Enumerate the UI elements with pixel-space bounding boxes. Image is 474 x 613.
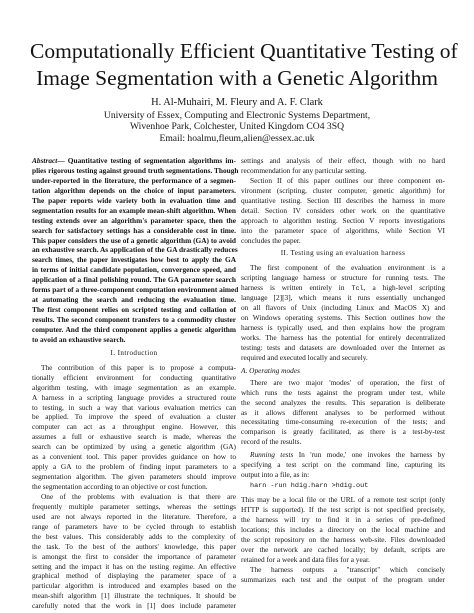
body-line: A harness in a scripting language provides a structured route <box>32 392 236 402</box>
running-tests-paragraph <box>241 450 445 480</box>
intro-paragraph-1 <box>32 363 236 492</box>
body-line: algorithm testing, with image segmentation as an example. <box>32 382 236 392</box>
body-line: mean-shift algorithm [1] illustrate the techniques. It should be <box>32 591 236 601</box>
left-column <box>32 156 239 611</box>
body-line: Section II of this paper outlines our three component en- <box>250 175 445 185</box>
body-line: comparison is greatly facilitated, as there is a test-by-test <box>241 427 445 437</box>
intro-paragraph-2-continued <box>241 156 445 176</box>
body-line: record of the results. <box>241 437 302 447</box>
body-line: carefully noted that the work in [1] does include parameter <box>32 601 236 611</box>
tcl-inline-code: Tcl <box>351 285 364 294</box>
body-line: particular algorithm is introduced and examples based on the <box>32 581 236 591</box>
paper-title-line-1: Computationally Efficient Quantitative Testing of <box>30 39 458 63</box>
intro-paragraph-2 <box>32 492 236 611</box>
body-line: One of the problems with evaluation is that there are <box>41 491 236 501</box>
remote-script-paragraph <box>241 495 445 565</box>
body-line: the best values. This considerably adds to the complexity of <box>32 531 236 541</box>
body-line: output into a file, as in: <box>241 470 310 480</box>
body-line: to testing, in such a way that various evaluation metrics can <box>32 402 236 412</box>
body-line: setting and the impact it has on the testing regime. An effective <box>32 561 236 571</box>
body-line: assumes a full or exhaustive search is made, whereas the <box>32 432 236 442</box>
abstract-line: results. The second component transfers to a commodity cluster <box>32 315 236 324</box>
body-line: There are two major 'modes' of operation, the first of <box>250 377 445 387</box>
body-line: tionally efficient environment for conducting quantitative <box>32 372 236 382</box>
body-line: This may be a local file or the URL of a remote test script (only <box>241 495 445 504</box>
body-line: settings and analysis of their effect, though with no hard <box>241 156 445 165</box>
body-line: as a convenient tool. This paper provides guidance on how to <box>32 452 236 462</box>
body-line: harness is typically used, and then explains how the program <box>241 323 445 332</box>
body-line: concludes the paper. <box>241 235 301 245</box>
body-line: segmentation algorithm. The given parameters should improve <box>32 472 236 482</box>
section-heading-testing-harness: II. Testing using an evaluation harness <box>280 249 406 258</box>
paper-title-line-2: Image Segmentation with a Genetic Algorithm <box>36 66 438 90</box>
body-line: language [2][3], which means it runs essentially unchanged <box>241 293 445 303</box>
modes-paragraph <box>241 378 445 448</box>
body-line: The first component of the evaluation environment is a <box>250 263 445 273</box>
abstract-line: The first component relies on scripted testing and collation of <box>32 305 236 315</box>
body-line: retained for a week and data files for a year. <box>241 554 370 564</box>
author-email: Email: hoalmu,fleum,alien@essex.ac.uk <box>159 132 315 144</box>
body-line: graphical method of displaying the parameter space of a <box>32 571 236 581</box>
body-line: over the network are cached locally; by default, scripts are <box>241 544 445 554</box>
paper-title <box>30 38 458 92</box>
section-heading-introduction: I. Introduction <box>110 348 158 357</box>
abstract-line: at automating the search and reducing the evaluation time. <box>32 295 236 305</box>
body-line: HTTP is supported). If the test script is not specified precisely, <box>241 504 445 514</box>
body-line: scripting language harness or structure for running tests. The <box>241 273 445 283</box>
body-line: approach to algorithm testing. Section V reports investigations <box>241 215 445 225</box>
body-line: specifying a test script on the command line, capturing its <box>241 460 445 470</box>
body-line: range of parameters have to be cycled through to establish <box>32 521 236 531</box>
abstract-line: application of a final polishing round. The GA parameter search <box>32 275 236 285</box>
abstract-line: segmentation results for an example mean-shift algorithm. When <box>32 205 236 215</box>
abstract <box>32 156 239 345</box>
body-line: locations; this includes a directory on the local machine and <box>241 524 445 534</box>
abstract-label: Abstract <box>32 156 58 165</box>
abstract-line: under-reported in the literature, the performance of a segmen- <box>32 175 236 185</box>
body-line: which runs the tests against the program under test, while <box>241 387 445 397</box>
body-line: vironment (scripting, cluster computer, genetic algorithm) for <box>241 185 445 195</box>
transcript-paragraph <box>241 565 445 585</box>
body-line: summarizes each test and the output of the program under <box>241 574 445 584</box>
body-line: search can be optimized by using a genetic algorithm (GA) <box>32 442 236 452</box>
abstract-line: Abstract— Quantitative testing of segmentation algorithms im- <box>32 156 236 165</box>
affiliation-line-2: Wivenhoe Park, Colchester, United Kingdom CO4 3SQ <box>130 121 344 132</box>
author-block <box>40 97 434 144</box>
body-line: apply a GA to the problem of finding input parameters to a <box>32 462 236 472</box>
body-line: on all flavors of Unix (including Linux and MacOS X) and <box>241 303 445 313</box>
harness-paragraph-1 <box>241 263 445 362</box>
abstract-line: in terms of initial candidate population, convergence speed, and <box>32 265 236 275</box>
body-line: detail. Section IV considers other work on the quantitative <box>241 205 445 215</box>
body-line: The contribution of this paper is to propose a computa- <box>41 362 236 372</box>
intro-paragraph-3 <box>241 176 445 246</box>
body-line: as it allows different analyses to be performed without <box>241 407 445 417</box>
right-column <box>241 156 445 584</box>
running-tests-label: Running tests <box>250 450 294 460</box>
abstract-line: The paper reports wide variety both in evaluation time and <box>32 195 236 205</box>
body-line: the segmentation according to an objective or cost function. <box>32 482 208 491</box>
abstract-line: search times, the paper investigates how best to apply the GA <box>32 255 236 265</box>
affiliation-line-1: University of Essex, Computing and Electronic Systems Department, <box>103 109 371 121</box>
body-line: The harness outputs a "transcript" which concisely <box>250 564 445 574</box>
body-line: required and executed locally and securely. <box>241 352 368 362</box>
abstract-line: computer. And the third component applies a genetic algorithm <box>32 324 236 334</box>
subsection-heading-operating-modes: A. Operating modes <box>241 365 300 375</box>
body-line: works. The harness has the potential for entirely decentralized <box>241 332 445 342</box>
body-line: harness is written entirely in Tcl, a high-level scripting <box>241 283 445 294</box>
body-line: on Windows operating systems. This Section outlines how the <box>241 313 445 323</box>
abstract-line: an exhaustive search. As application of the GA drastically reduces <box>32 245 238 255</box>
body-line: the task. To the best of the authors' knowledge, this paper <box>32 541 236 551</box>
abstract-line: testing extends over an algorithm's parameter space, then the <box>32 215 236 225</box>
body-line: testing: tests and datasets are downloaded over the Internet as <box>241 342 445 352</box>
author-names: H. Al-Muhairi, M. Fleury and A. F. Clark <box>151 97 323 108</box>
body-line: the second analyzes the results. This separation is deliberate <box>241 397 445 407</box>
body-line: be applied. To improve the speed of evaluation a cluster <box>32 412 236 422</box>
abstract-line: search for satisfactory settings has a considerable cost in time. <box>32 225 236 235</box>
body-line: the script repository on the harness web-site. Files downloaded <box>241 534 445 544</box>
body-line: used are not always reported in the literature. Therefore, a <box>32 511 236 521</box>
body-line: into the parameter space of algorithms, while Section VI <box>241 225 445 235</box>
abstract-line: to avoid an exhaustive search. <box>32 334 126 344</box>
abstract-line: plies rigorous testing against ground truth segmentations. Though <box>32 165 239 175</box>
body-line: quantitative testing. Section III describes the harness in more <box>241 195 445 205</box>
body-line: Running tests In 'run mode,' one invokes the harness by <box>250 450 445 460</box>
abstract-line: This paper considers the use of a genetic algorithm (GA) to avoid <box>32 235 236 245</box>
command-line-example: harn -run hdig.harn >hdig.out <box>250 482 369 491</box>
body-line: the harness will try to find it in a series of pre-defined <box>241 514 445 524</box>
body-line: recommendation for any particular setting. <box>241 165 367 175</box>
body-line: necessitating time-consuming re-execution of the tests; and <box>241 417 445 427</box>
abstract-line: forms part of a three-component computation environment aimed <box>32 285 239 295</box>
body-line: computer can act as a throughput engine. However, this <box>32 422 236 432</box>
body-line: frequently multiple parameter settings, whereas the settings <box>32 501 236 511</box>
abstract-line: tation algorithm depends on the choice of input parameters. <box>32 185 236 195</box>
body-line: is amongst the first to consider the importance of parameter <box>32 551 236 561</box>
